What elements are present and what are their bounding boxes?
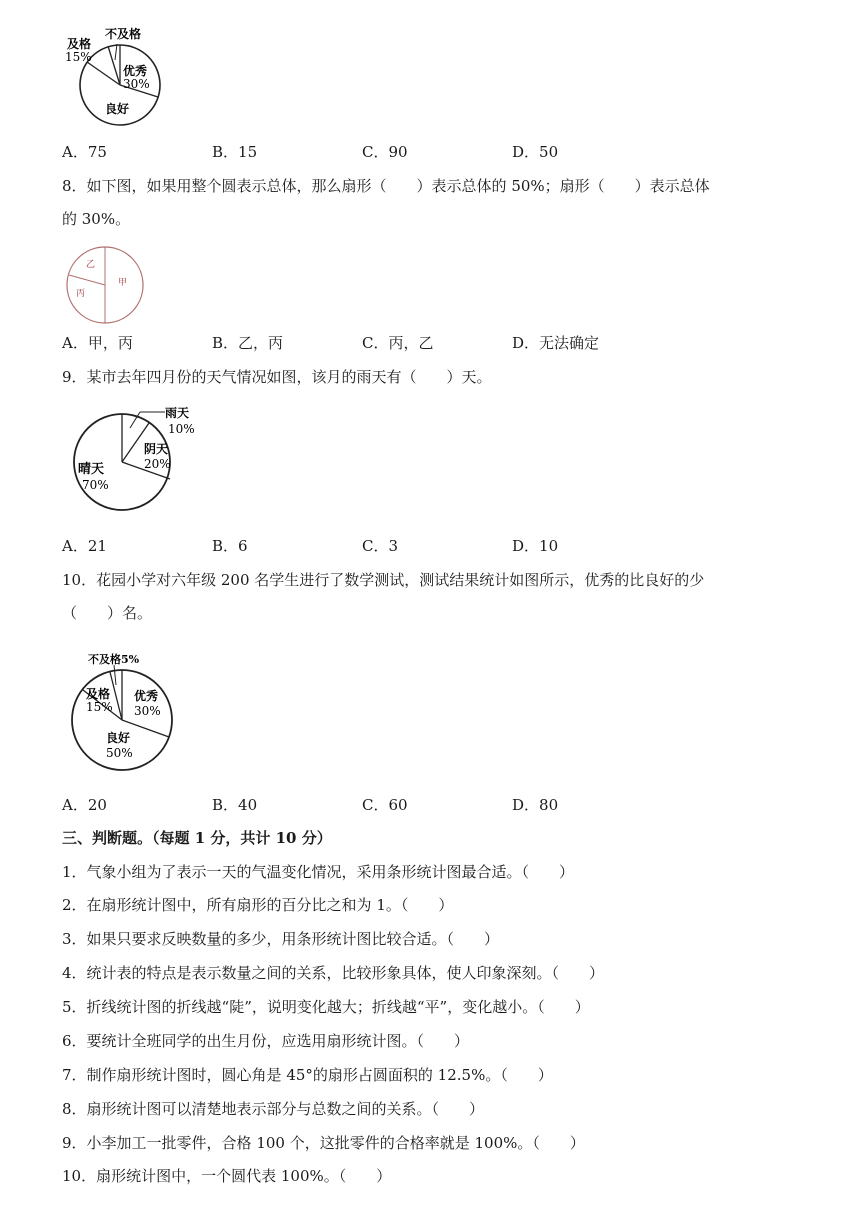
q10-label-good: 良好 xyxy=(106,731,131,745)
q10-option-b[interactable]: B．40 xyxy=(212,796,258,814)
q7-option-a[interactable]: A．75 xyxy=(62,143,107,161)
tf-item: 1．气象小组为了表示一天的气温变化情况，采用条形统计图最合适。（ ） xyxy=(62,863,575,881)
q8-question-line2: 的 30%。 xyxy=(62,210,131,228)
q7-label-good: 良好 xyxy=(105,102,130,116)
section-3-title: 三、判断题。（每题 1 分，共计 10 分） xyxy=(62,829,332,847)
q9-option-d[interactable]: D．10 xyxy=(512,537,559,555)
q9-label-sunny-pct: 70% xyxy=(82,478,109,492)
tf-item: 8．扇形统计图可以清楚地表示部分与总数之间的关系。（ ） xyxy=(62,1100,485,1118)
tf-item: 2．在扇形统计图中，所有扇形的百分比之和为 1。（ ） xyxy=(62,896,454,914)
q10-option-c[interactable]: C．60 xyxy=(362,796,408,814)
q8-option-d[interactable]: D．无法确定 xyxy=(512,334,600,352)
q9-label-sunny: 晴天 xyxy=(78,462,105,477)
q9-pie-chart xyxy=(68,398,208,528)
q9-label-rain: 雨天 xyxy=(165,406,190,420)
tf-item: 10．扇形统计图中，一个圆代表 100%。（ ） xyxy=(62,1167,392,1185)
q10-label-good-pct: 50% xyxy=(106,746,133,760)
q7-label-pass: 及格 xyxy=(67,37,92,51)
tf-item: 4．统计表的特点是表示数量之间的关系，比较形象具体，使人印象深刻。（ ） xyxy=(62,964,605,982)
q9-label-cloudy: 阴天 xyxy=(144,442,169,456)
q10-question-line1: 10．花园小学对六年级 200 名学生进行了数学测试，测试结果统计如图所示，优秀的比良好的少 xyxy=(62,571,705,589)
q7-label-excellent: 优秀 xyxy=(123,64,148,78)
q8-label-jia: 甲 xyxy=(118,278,128,288)
q9-option-a[interactable]: A．21 xyxy=(62,537,107,555)
q8-label-yi: 乙 xyxy=(86,260,96,270)
tf-item: 6．要统计全班同学的出生月份，应选用扇形统计图。（ ） xyxy=(62,1032,470,1050)
q8-option-a[interactable]: A．甲，丙 xyxy=(62,334,133,352)
q10-label-excellent: 优秀 xyxy=(134,689,159,703)
q7-option-c[interactable]: C．90 xyxy=(362,143,408,161)
q7-label-fail: 不及格 xyxy=(105,27,142,41)
tf-item: 5．折线统计图的折线越“陡”，说明变化越大；折线越“平”，变化越小。（ ） xyxy=(62,998,590,1016)
q9-question-line1: 9．某市去年四月份的天气情况如图，该月的雨天有（ ）天。 xyxy=(62,368,492,386)
q7-option-d[interactable]: D．50 xyxy=(512,143,559,161)
q10-label-excellent-pct: 30% xyxy=(134,704,161,718)
q9-label-cloudy-pct: 20% xyxy=(144,457,171,471)
q10-label-fail: 不及格5% xyxy=(88,653,140,666)
q8-label-bing: 丙 xyxy=(76,289,86,299)
q9-option-b[interactable]: B．6 xyxy=(212,537,248,555)
q9-option-c[interactable]: C．3 xyxy=(362,537,399,555)
q10-question-line2: （ ）名。 xyxy=(62,604,153,622)
q10-option-d[interactable]: D．80 xyxy=(512,796,559,814)
q10-label-pass: 及格 xyxy=(86,687,111,701)
q8-question-line1: 8．如下图，如果用整个圆表示总体，那么扇形（ ）表示总体的 50%；扇形（ ）表示总体 xyxy=(62,177,710,195)
q8-option-c[interactable]: C．丙，乙 xyxy=(362,334,434,352)
q7-label-excellent-pct: 30% xyxy=(123,77,150,91)
q10-option-a[interactable]: A．20 xyxy=(62,796,107,814)
q10-label-pass-pct: 15% xyxy=(86,700,113,714)
q8-option-b[interactable]: B．乙，丙 xyxy=(212,334,284,352)
q7-label-pass-pct: 15% xyxy=(65,50,92,64)
q9-label-rain-pct: 10% xyxy=(168,422,195,436)
tf-item: 3．如果只要求反映数量的多少，用条形统计图比较合适。（ ） xyxy=(62,930,500,948)
tf-item: 9．小李加工一批零件，合格 100 个，这批零件的合格率就是 100%。（ ） xyxy=(62,1134,585,1152)
q8-pie-chart xyxy=(58,238,168,338)
tf-item: 7．制作扇形统计图时，圆心角是 45°的扇形占圆面积的 12.5%。（ ） xyxy=(62,1066,553,1084)
q7-pie-chart xyxy=(55,20,258,161)
q7-option-b[interactable]: B．15 xyxy=(212,143,258,161)
q10-pie-chart xyxy=(68,645,218,780)
